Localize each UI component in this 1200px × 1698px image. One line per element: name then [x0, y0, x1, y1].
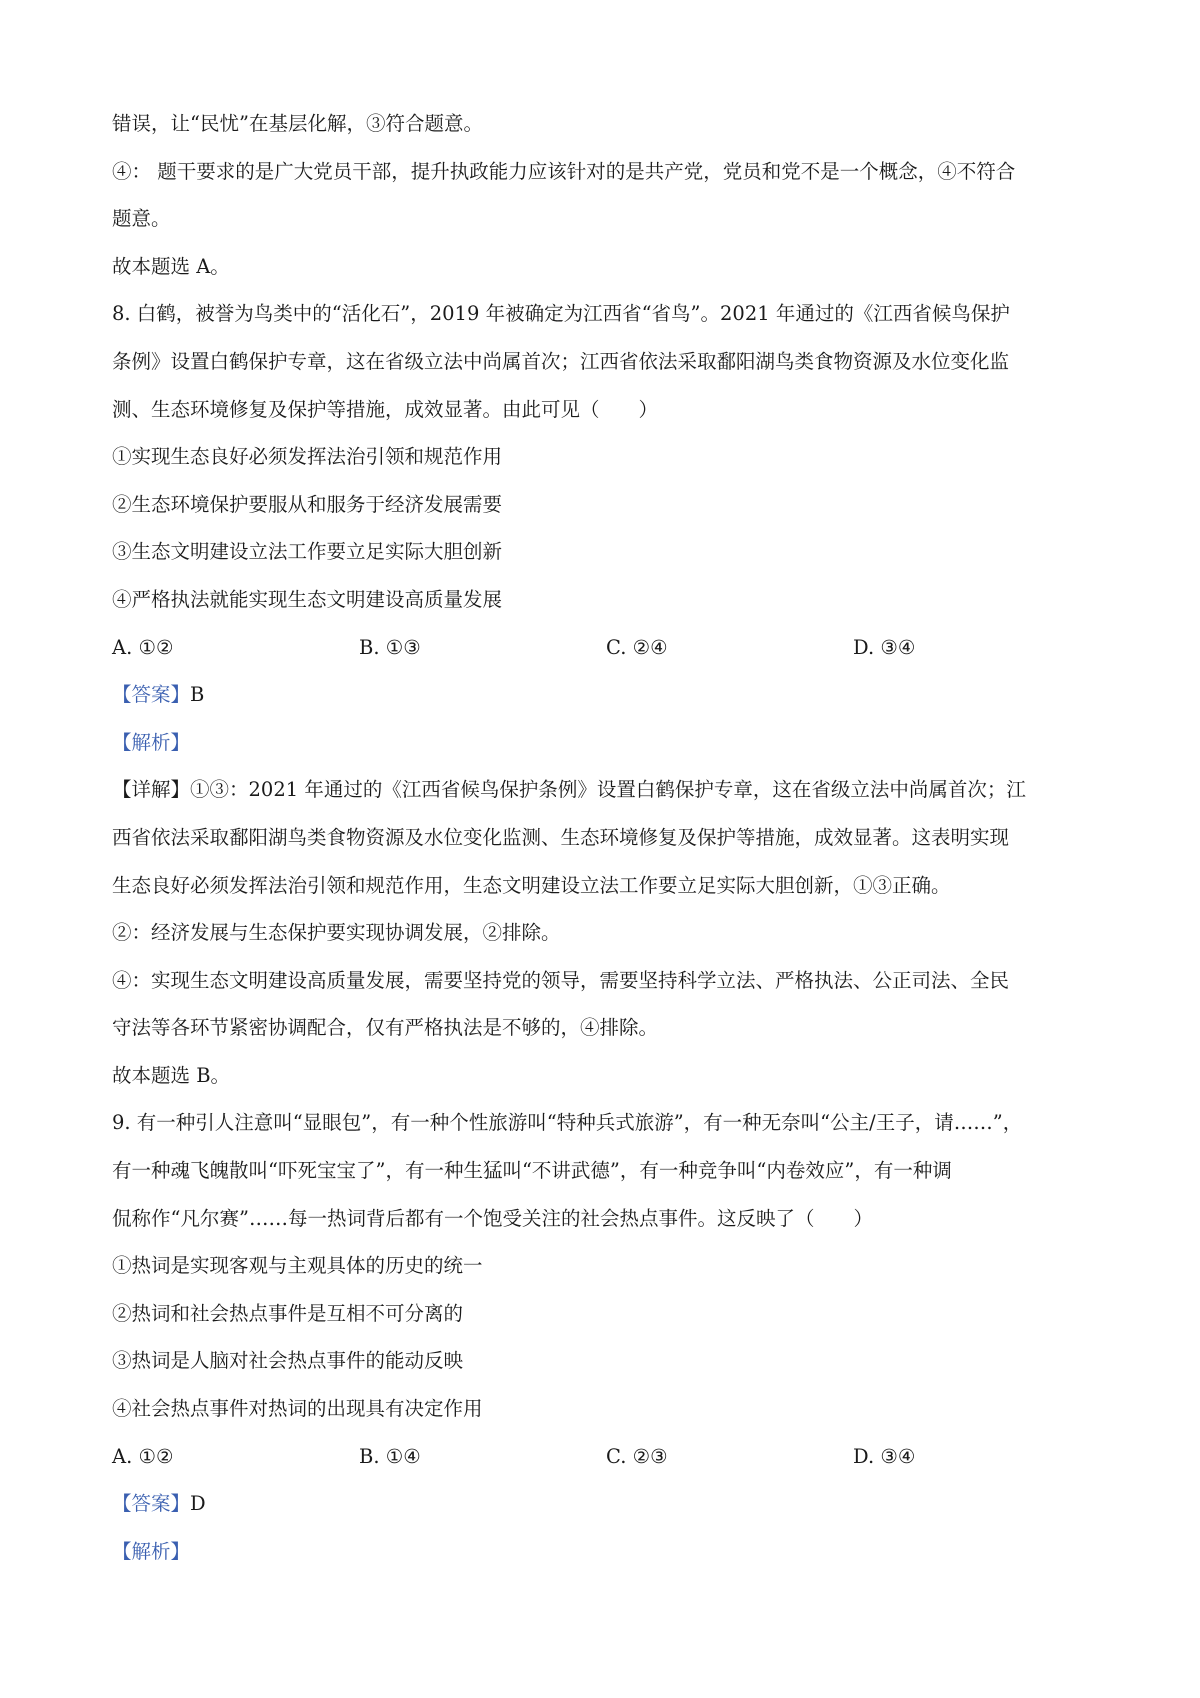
q9-statement: ②热词和社会热点事件是互相不可分离的	[112, 1301, 464, 1325]
q9-statement: ④社会热点事件对热词的出现具有决定作用	[112, 1397, 483, 1421]
document-page	[112, 100, 1102, 1575]
q9-statement: ①热词是实现客观与主观具体的历史的统一	[112, 1254, 483, 1278]
q8-statement: ②生态环境保护要服从和服务于经济发展需要	[112, 492, 503, 516]
q8-detail-line: 【详解】①③：2021 年通过的《江西省候鸟保护条例》设置白鹤保护专章，这在省级立法中尚属首次；江	[112, 778, 1026, 802]
q8-stem-line: 8. 白鹤，被誉为鸟类中的“活化石”，2019 年被确定为江西省“省鸟”。2021 年通过的《江西省候鸟保护	[112, 302, 1010, 326]
q9-option-d: D. ③④	[853, 1444, 916, 1468]
prev-conclusion: 故本题选 A。	[112, 254, 230, 278]
q9-analysis-tag: 【解析】	[112, 1539, 191, 1563]
q8-option-b: B. ①③	[359, 635, 421, 659]
q8-answer	[112, 671, 1102, 719]
q9-stem-line: 9. 有一种引人注意叫“显眼包”，有一种个性旅游叫“特种兵式旅游”，有一种无奈叫“公主/王子，请……”，	[112, 1111, 1023, 1135]
q8-option-d: D. ③④	[853, 635, 916, 659]
q8-detail-line: ②：经济发展与生态保护要实现协调发展，②排除。	[112, 921, 561, 945]
q8-detail-line: ④：实现生态文明建设高质量发展，需要坚持党的领导，需要坚持科学立法、严格执法、公正司法、全民	[112, 968, 1010, 992]
q8-stem-line: 测、生态环境修复及保护等措施，成效显著。由此可见（ ）	[112, 397, 659, 421]
q9-option-b: B. ①④	[359, 1444, 421, 1468]
q8-statement: ④严格执法就能实现生态文明建设高质量发展	[112, 587, 503, 611]
q8-detail-line: 守法等各环节紧密协调配合，仅有严格执法是不够的，④排除。	[112, 1016, 659, 1040]
q8-option-c: C. ②④	[606, 635, 668, 659]
q8-conclusion: 故本题选 B。	[112, 1063, 231, 1087]
answer-value: D	[190, 1492, 206, 1516]
q8-option-a: A. ①②	[112, 635, 174, 659]
q9-statement: ③热词是人脑对社会热点事件的能动反映	[112, 1349, 464, 1373]
answer-tag: 【答案】	[112, 1492, 191, 1516]
q8-stem-line: 条例》设置白鹤保护专章，这在省级立法中尚属首次；江西省依法采取鄱阳湖鸟类食物资源及水位变化监	[112, 349, 1010, 373]
prev-analysis-line: ④： 题干要求的是广大党员干部，提升执政能力应该针对的是共产党，党员和党不是一个概念，④不符合	[112, 159, 1016, 183]
q9-answer	[112, 1480, 1102, 1528]
q9-stem-line: 有一种魂飞魄散叫“吓死宝宝了”，有一种生猛叫“不讲武德”，有一种竞争叫“内卷效应”，有一种调	[112, 1159, 952, 1183]
q8-statement: ③生态文明建设立法工作要立足实际大胆创新	[112, 540, 503, 564]
q8-statement: ①实现生态良好必须发挥法治引领和规范作用	[112, 445, 503, 469]
q8-detail-line: 生态良好必须发挥法治引领和规范作用，生态文明建设立法工作要立足实际大胆创新，①③正确。	[112, 873, 951, 897]
q9-option-c: C. ②③	[606, 1444, 668, 1468]
q9-options	[112, 1433, 1102, 1481]
prev-analysis-line: 题意。	[112, 207, 171, 231]
prev-analysis-line: 错误，让“民忧”在基层化解，③符合题意。	[112, 112, 483, 135]
q9-option-a: A. ①②	[112, 1444, 174, 1468]
q9-stem-line: 侃称作“凡尔赛”……每一热词背后都有一个饱受关注的社会热点事件。这反映了（ ）	[112, 1206, 873, 1230]
q8-analysis-tag: 【解析】	[112, 730, 191, 754]
answer-tag: 【答案】	[112, 683, 191, 707]
answer-value: B	[190, 683, 205, 707]
q8-detail-line: 西省依法采取鄱阳湖鸟类食物资源及水位变化监测、生态环境修复及保护等措施，成效显著。这表明实现	[112, 825, 1010, 849]
q8-options	[112, 624, 1102, 672]
